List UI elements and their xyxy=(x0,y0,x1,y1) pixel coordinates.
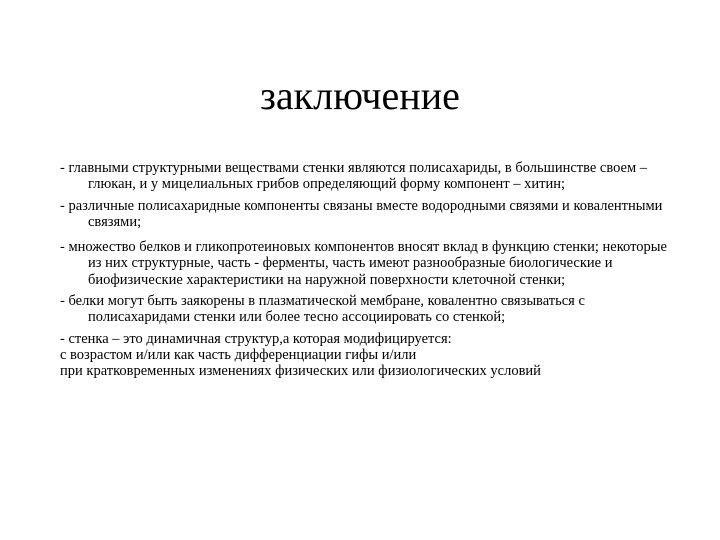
paragraph-anchoring: - белки могут быть заякорены в плазматической мембране, ковалентно связываться с полисахаридами стенки или более тесно ассоциировать со стенкой; xyxy=(60,293,585,326)
slide-title: заключение xyxy=(260,73,460,118)
paragraph-age: с возрастом и/или как часть дифференциации гифы и/или xyxy=(60,346,417,363)
paragraph-bonds: - различные полисахаридные компоненты связаны вместе водородными связями и ковалентными связями; xyxy=(60,197,663,230)
paragraph-polysaccharides: - главными структурными веществами стенки являются полисахариды, в большинстве своем – глюкан, и у мицелиальных грибов определяющий форму компонент – хитин; xyxy=(60,160,648,193)
slide-body xyxy=(60,160,670,380)
paragraph-conditions: при кратковременных изменениях физических или физиологических условий xyxy=(60,363,541,380)
paragraph-proteins: - множество белков и гликопротеиновых компонентов вносят вклад в функцию стенки; некоторые из них структурные, часть - ферменты, часть имеют разнообразные биологические и биофизические характеристики на наружной поверхности клеточной стенки; xyxy=(60,239,667,288)
paragraph-dynamic-structure: - стенка – это динамичная структур,а которая модифицируется: xyxy=(60,330,452,347)
